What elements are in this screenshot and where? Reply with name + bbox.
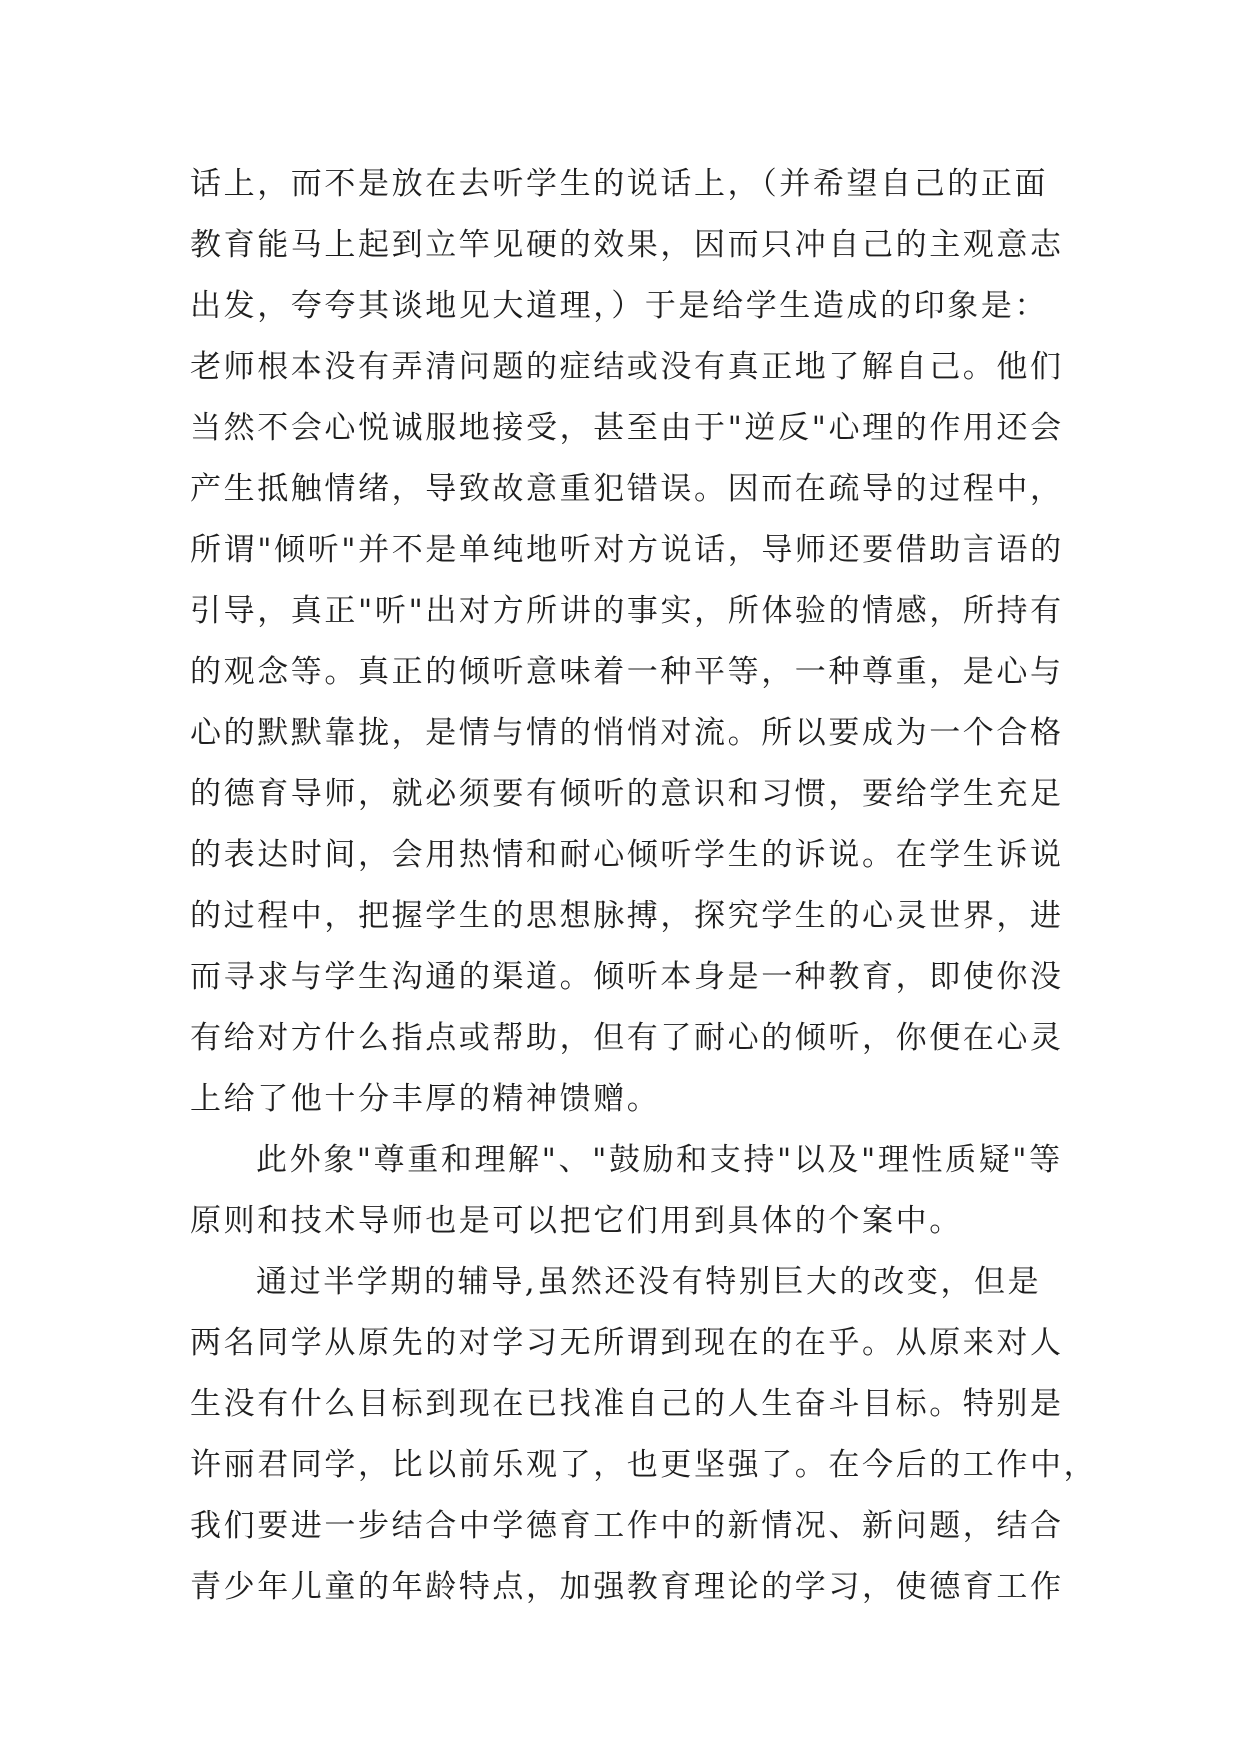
text-line: 产生抵触情绪，导致故意重犯错误。因而在疏导的过程中， <box>190 471 1064 507</box>
text-line: 引导，真正"听"出对方所讲的事实，所体验的情感，所持有 <box>190 593 1064 629</box>
text-line: 许丽君同学，比以前乐观了，也更坚强了。在今后的工作中， <box>190 1447 1098 1483</box>
text-line: 两名同学从原先的对学习无所谓到现在的在乎。从原来对人 <box>190 1325 1064 1361</box>
text-line: 生没有什么目标到现在已找准自己的人生奋斗目标。特别是 <box>190 1386 1064 1422</box>
body-text <box>190 154 1098 1618</box>
text-line: 而寻求与学生沟通的渠道。倾听本身是一种教育，即使你没 <box>190 959 1064 995</box>
text-line: 我们要进一步结合中学德育工作中的新情况、新问题，结合 <box>190 1508 1064 1544</box>
text-line: 有给对方什么指点或帮助，但有了耐心的倾听，你便在心灵 <box>190 1020 1064 1056</box>
text-line: 出发，夸夸其谈地见大道理，）于是给学生造成的印象是： <box>190 288 1049 324</box>
text-line: 话上，而不是放在去听学生的说话上，（并希望自己的正面 <box>190 166 1049 202</box>
text-line: 原则和技术导师也是可以把它们用到具体的个案中。 <box>190 1203 963 1239</box>
text-line: 上给了他十分丰厚的精神馈赠。 <box>190 1081 661 1117</box>
text-line: 青少年儿童的年龄特点，加强教育理论的学习，使德育工作 <box>190 1569 1064 1605</box>
text-line: 的过程中，把握学生的思想脉搏，探究学生的心灵世界，进 <box>190 898 1064 934</box>
text-line: 所谓"倾听"并不是单纯地听对方说话，导师还要借助言语的 <box>190 532 1064 568</box>
text-line: 的表达时间，会用热情和耐心倾听学生的诉说。在学生诉说 <box>190 837 1064 873</box>
text-line: 当然不会心悦诚服地接受，甚至由于"逆反"心理的作用还会 <box>190 410 1064 446</box>
text-line: 心的默默靠拢，是情与情的悄悄对流。所以要成为一个合格 <box>190 715 1064 751</box>
text-line: 的观念等。真正的倾听意味着一种平等，一种尊重，是心与 <box>190 654 1064 690</box>
text-line: 通过半学期的辅导,虽然还没有特别巨大的改变，但是 <box>256 1264 1042 1300</box>
text-line: 的德育导师，就必须要有倾听的意识和习惯，要给学生充足 <box>190 776 1064 812</box>
text-line: 教育能马上起到立竿见硬的效果，因而只冲自己的主观意志 <box>190 227 1064 263</box>
text-line: 此外象"尊重和理解"、"鼓励和支持"以及"理性质疑"等 <box>256 1142 1063 1178</box>
text-line: 老师根本没有弄清问题的症结或没有真正地了解自己。他们 <box>190 349 1064 385</box>
